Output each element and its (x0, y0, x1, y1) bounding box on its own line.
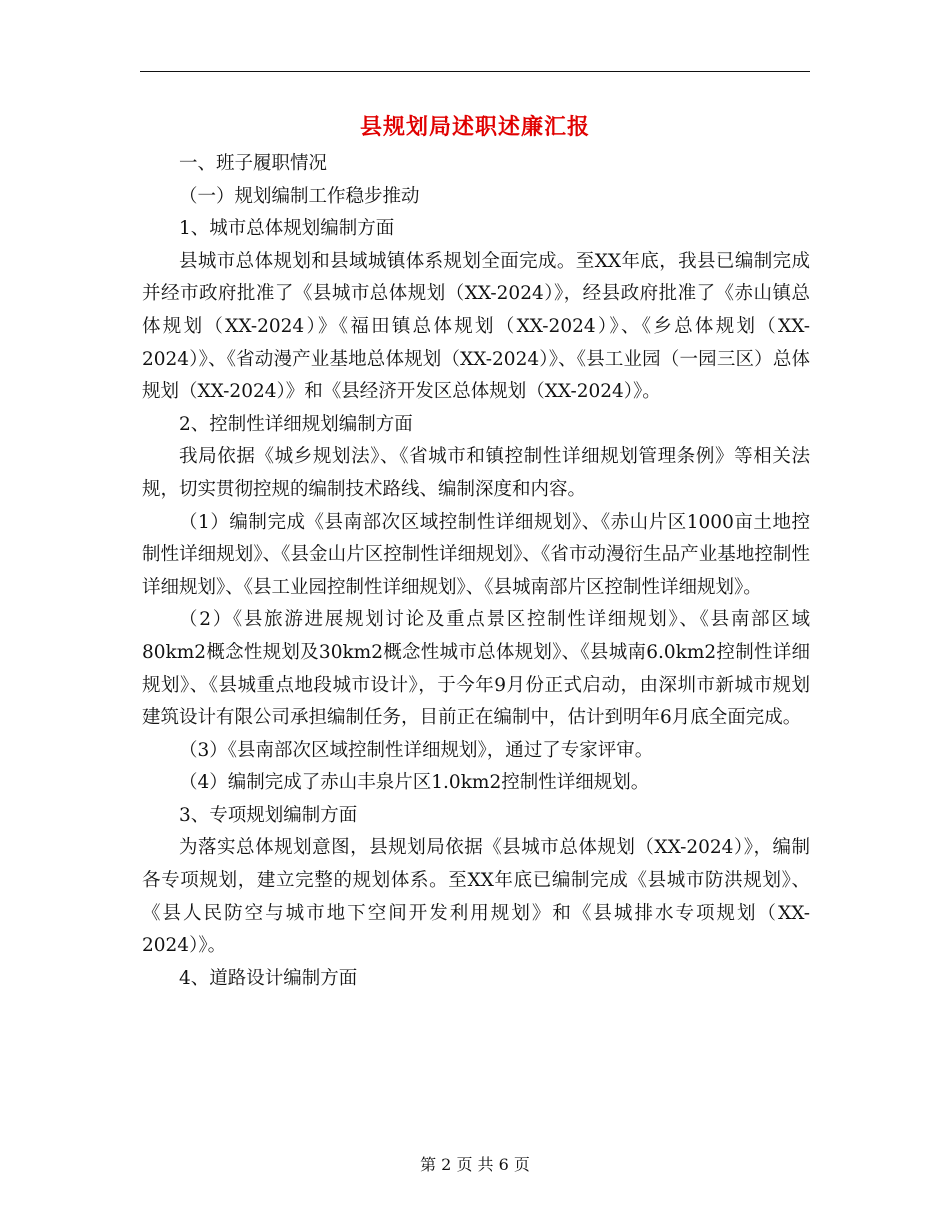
item-heading: 3、专项规划编制方面 (179, 804, 358, 826)
document-title: 县规划局述职述廉汇报 (359, 114, 590, 140)
item-heading: 2、控制性详细规划编制方面 (179, 413, 413, 435)
body-paragraph: 我局依据《城乡规划法》、《省城市和镇控制性详细规划管理条例》等相关法规，切实贯彻控规的编制技术路线、编制深度和内容。 (142, 446, 810, 500)
body-paragraph: （4）编制完成了赤山丰泉片区1.0km2控制性详细规划。 (179, 772, 650, 794)
document-body (142, 148, 810, 995)
header-rule (140, 71, 810, 72)
body-paragraph: 为落实总体规划意图，县规划局依据《县城市总体规划（XX-2024）》，编制各专项规划，建立完整的规划体系。至XX年底已编制完成《县城市防洪规划》、《县人民防空与城市地下空间开发利用规划》和《县城排水专项规划（XX-2024）》。 (142, 837, 810, 957)
subsection-heading: （一）规划编制工作稳步推动 (179, 185, 420, 207)
body-paragraph: （2）《县旅游进展规划讨论及重点景区控制性详细规划》、《县南部区域80km2概念性规划及30km2概念性城市总体规划》、《县城南6.0km2控制性详细规划》、《县城重点地段城市设计》，于今年9月份正式启动，由深圳市新城市规划建筑设计有限公司承担编制任务，目前正在编制中，估计到明年6月底全面完成。 (142, 609, 810, 729)
body-paragraph: （3）《县南部次区域控制性详细规划》，通过了专家评审。 (179, 739, 654, 761)
body-paragraph: 县城市总体规划和县域城镇体系规划全面完成。至XX年底，我县已编制完成并经市政府批准了《县城市总体规划（XX-2024）》，经县政府批准了《赤山镇总体规划（XX-2024）》《福田镇总体规划（XX-2024）》、《乡总体规划（XX-2024）》、《省动漫产业基地总体规划（XX-2024）》、《县工业园（一园三区）总体规划（XX-2024）》和《县经济开发区总体规划（XX-2024）》。 (142, 250, 810, 403)
page-number-footer: 第 2 页 共 6 页 (420, 1155, 530, 1174)
item-heading: 4、道路设计编制方面 (179, 967, 358, 989)
section-heading: 一、班子履职情况 (179, 153, 328, 174)
body-paragraph: （1）编制完成《县南部次区域控制性详细规划》、《赤山片区1000亩土地控制性详细规划》、《县金山片区控制性详细规划》、《省市动漫衍生品产业基地控制性详细规划》、《县工业园控制性详细规划》、《县城南部片区控制性详细规划》。 (142, 511, 810, 598)
item-heading: 1、城市总体规划编制方面 (179, 218, 395, 240)
